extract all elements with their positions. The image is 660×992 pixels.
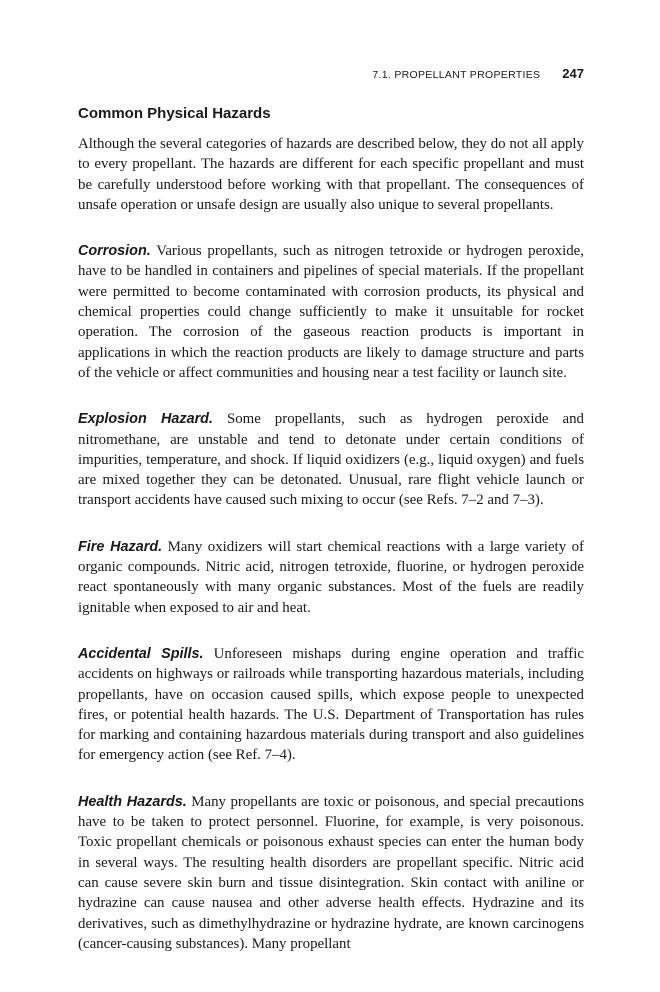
hazard-paragraph-spills: [78, 644, 584, 766]
hazard-paragraph-explosion: [78, 409, 584, 510]
page-number: 247: [562, 66, 584, 81]
hazard-text: Many propellants are toxic or poisonous, and special precautions have to be taken to protect personnel. Fluorine, for example, is very poisonous. Toxic propellant chemicals or poisonous exhaust species can enter the human body in several ways. The resulting health disorders are propellant specific. Nitric acid can cause severe skin burn and tissue disintegration. Skin contact with aniline or hydrazine can cause nausea and other adverse health effects. Hydrazine and its derivatives, such as dimethylhydrazine or hydrazine hydrate, are known carcinogens (cancer-causing substances). Many propellant: [78, 793, 584, 952]
running-title: 7.1. PROPELLANT PROPERTIES: [372, 69, 541, 81]
hazard-paragraph-health: [78, 792, 584, 954]
hazard-text: Many oxidizers will start chemical reactions with a large variety of organic compounds. Nitric acid, nitrogen tetroxide, fluorine, or hydrogen peroxide react spontaneously with many organic substances. Most of the fuels are readily ignitable when exposed to air and heat.: [78, 538, 584, 616]
hazard-text: Some propellants, such as hydrogen peroxide and nitromethane, are unstable and tend to detonate under certain conditions of impurities, temperature, and shock. If liquid oxidizers (e.g., liquid oxygen) and fuels are mixed together they can be detonated. Unusual, rare flight vehicle launch or transport accidents have caused such mixing to occur (see Refs. 7–2 and 7–3).: [78, 411, 584, 509]
running-head: [78, 66, 584, 86]
book-page: [78, 66, 584, 980]
hazard-title: Accidental Spills.: [78, 645, 204, 662]
section-heading: Common Physical Hazards: [78, 105, 271, 122]
hazard-paragraph-fire: [78, 537, 584, 618]
hazard-title: Explosion Hazard.: [78, 411, 213, 428]
hazard-title: Health Hazards.: [78, 793, 187, 810]
hazard-title: Fire Hazard.: [78, 538, 163, 555]
hazard-text: Various propellants, such as nitrogen tetroxide or hydrogen peroxide, have to be handled in containers and pipelines of special materials. If the propellant were permitted to become contaminated with corrosion products, its physical and chemical properties could change sufficiently to make it unsuitable for rocket operation. The corrosion of the gaseous reaction products is important in applications in which the reaction products are likely to damage structure and parts of the vehicle or affect communities and housing near a test facility or launch site.: [78, 243, 584, 381]
intro-paragraph: Although the several categories of hazards are described below, they do not all apply to every propellant. The hazards are different for each specific propellant and must be carefully understood before working with that propellant. The consequences of unsafe operation or unsafe design are usually also unique to several propellants.: [78, 136, 584, 213]
hazard-paragraph-corrosion: [78, 241, 584, 383]
hazard-title: Corrosion.: [78, 243, 151, 260]
hazard-text: Unforeseen mishaps during engine operation and traffic accidents on highways or railroads while transporting hazardous materials, including propellants, have on occasion caused spills, which expose people to unexpected fires, or potential health hazards. The U.S. Department of Transportation has rules for marking and containing hazardous materials during transport and also guidelines for emergency action (see Ref. 7–4).: [78, 645, 584, 764]
